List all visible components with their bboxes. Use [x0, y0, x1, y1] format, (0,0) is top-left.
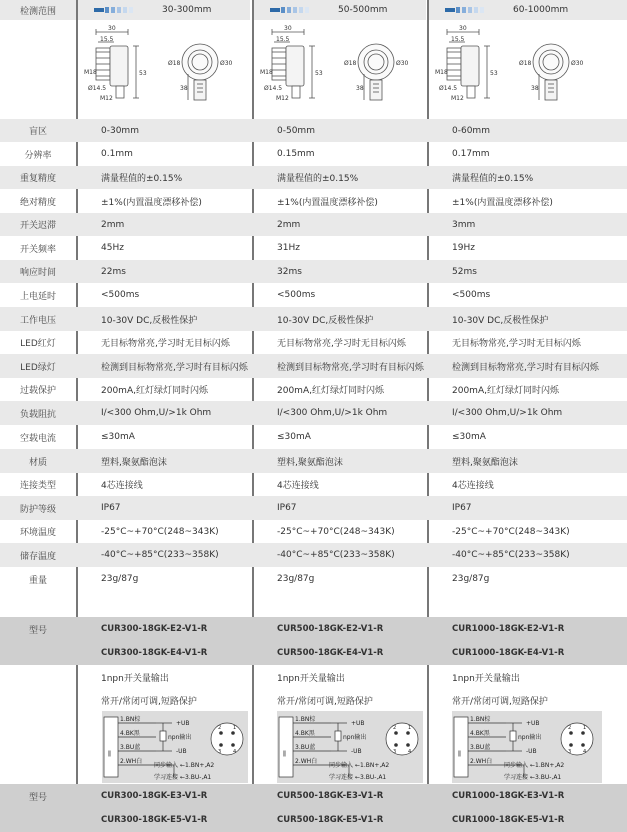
spec-value: -40°C~+85°C(233~358K) — [427, 543, 627, 567]
model-label — [0, 689, 76, 711]
dim-d18: Ø18 — [168, 60, 181, 67]
spec-row — [0, 354, 627, 378]
spec-value: 0-60mm — [427, 119, 627, 142]
model-value: CUR1000-18GK-E2-V1-R — [427, 617, 627, 641]
dim-30: 30 — [284, 25, 292, 32]
svg-text:npn输出: npn输出 — [168, 734, 192, 741]
spec-value: 塑料,聚氨酯泡沫 — [252, 449, 427, 473]
range-value: 50-500mm — [338, 5, 388, 15]
svg-text:+UB: +UB — [526, 720, 540, 727]
spec-label: 储存温度 — [0, 543, 76, 567]
dim-d14-5: Ø14.5 — [264, 85, 283, 92]
dimension-drawing — [429, 22, 599, 118]
wiring-diagram — [102, 711, 252, 783]
spec-value: I/<300 Ohm,U/>1k Ohm — [427, 401, 627, 425]
spec-value: ≤30mA — [101, 432, 135, 442]
model-value: 常开/常闭可调,短路保护 — [452, 696, 548, 707]
spec-value: 满量程值的±0.15% — [252, 166, 427, 189]
spec-value: 无目标物常亮,学习时无目标闪烁 — [101, 339, 230, 349]
svg-text:学习连接: 学习连接 — [329, 774, 354, 781]
svg-text:+UB: +UB — [351, 720, 365, 727]
model-value: CUR300-18GK-E3-V1-R — [76, 784, 252, 808]
spec-label: 环境温度 — [19, 528, 56, 538]
sensor-beam-icon — [94, 5, 144, 15]
spec-label: 上电延时 — [19, 291, 56, 302]
spec-value: 23g/87g — [277, 574, 315, 584]
spec-value: 45Hz — [101, 243, 124, 253]
spec-label: 防护等级 — [0, 496, 76, 520]
svg-text:4: 4 — [583, 749, 587, 755]
dim-d30: Ø30 — [571, 60, 584, 67]
spec-value: <500ms — [452, 290, 491, 300]
spec-row — [0, 283, 627, 307]
spec-value: 200mA,红灯绿灯同时闪烁 — [101, 386, 208, 396]
svg-text:2.WH白: 2.WH白 — [295, 758, 318, 765]
spec-label: 分辨率 — [24, 150, 52, 161]
spec-row — [0, 520, 627, 543]
spec-value: 检测到目标物常亮,学习时有目标闪烁 — [76, 354, 252, 378]
dim-53: 53 — [315, 70, 323, 77]
spec-value: 0-50mm — [252, 119, 427, 142]
dim-m18: M18 — [84, 69, 97, 76]
spec-row — [0, 213, 627, 236]
svg-text:3: 3 — [393, 749, 397, 755]
model-value: CUR1000-18GK-E4-V1-R — [427, 641, 627, 665]
spec-value: ±1%(内置温度漂移补偿) — [101, 197, 202, 208]
spec-value: -25°C~+70°C(248~343K) — [101, 526, 219, 537]
svg-text:同步输入: 同步输入 — [329, 762, 354, 769]
svg-text:1: 1 — [408, 725, 412, 731]
spec-label: 重量 — [28, 575, 47, 586]
svg-text:2: 2 — [393, 725, 397, 731]
wiring-diagram — [452, 711, 602, 783]
header-row — [0, 0, 627, 118]
spec-label: 开关频率 — [19, 244, 56, 255]
dim-d18: Ø18 — [519, 60, 532, 67]
spec-row — [0, 331, 627, 354]
svg-text:-UB: -UB — [351, 748, 362, 755]
dimension-drawing — [254, 22, 424, 118]
spec-value: 检测到目标物常亮,学习时有目标闪烁 — [252, 354, 427, 378]
model-label — [0, 641, 76, 665]
model-value: CUR300-18GK-E4-V1-R — [76, 641, 252, 665]
spec-value: 52ms — [427, 260, 627, 283]
spec-value: 0.15mm — [277, 149, 315, 159]
svg-text:←3.BU-,A1: ←3.BU-,A1 — [530, 774, 562, 781]
dim-m12: M12 — [100, 95, 113, 102]
spec-value: -40°C~+85°C(233~358K) — [252, 543, 427, 567]
dim-m18: M18 — [260, 69, 273, 76]
svg-text:同步输入: 同步输入 — [154, 762, 179, 769]
spec-row — [0, 119, 627, 142]
dim-15-5: 15.5 — [451, 36, 465, 43]
model-row — [0, 641, 627, 665]
spec-value: 2mm — [76, 213, 252, 236]
range-value: 30-300mm — [162, 5, 212, 15]
spec-value: IP67 — [252, 496, 427, 520]
spec-label: 盲区 — [0, 119, 76, 142]
model-label: 型号 — [0, 617, 76, 641]
svg-text:2.WH白: 2.WH白 — [470, 758, 493, 765]
spec-value: 22ms — [76, 260, 252, 283]
spec-row — [0, 425, 627, 449]
spec-value: ≤30mA — [452, 432, 486, 442]
spec-label: LED红灯 — [20, 339, 56, 349]
svg-text:3.BU蓝: 3.BU蓝 — [470, 744, 491, 751]
spec-value: <500ms — [277, 290, 316, 300]
model-row — [0, 808, 627, 832]
dim-38: 38 — [356, 85, 364, 92]
dim-15-5: 15.5 — [276, 36, 290, 43]
spec-value: 31Hz — [277, 243, 300, 253]
spec-row — [0, 307, 627, 331]
svg-text:+UB: +UB — [176, 720, 190, 727]
spec-value: 23g/87g — [452, 574, 490, 584]
spec-label: 材质 — [0, 449, 76, 473]
svg-text:npn输出: npn输出 — [343, 734, 367, 741]
spec-row — [0, 543, 627, 567]
svg-text:←1.BN+,A2: ←1.BN+,A2 — [530, 762, 565, 769]
model-value: CUR300-18GK-E5-V1-R — [76, 808, 252, 832]
svg-text:4.BK黑: 4.BK黑 — [470, 730, 490, 737]
model-value: 1npn开关量输出 — [101, 673, 169, 684]
model-label — [0, 665, 76, 689]
model-label — [0, 808, 76, 832]
spec-row — [0, 260, 627, 283]
dim-53: 53 — [139, 70, 147, 77]
spec-label: LED绿灯 — [0, 354, 76, 378]
svg-text:←1.BN+,A2: ←1.BN+,A2 — [355, 762, 390, 769]
spec-label: 过载保护 — [19, 386, 56, 396]
dim-d30: Ø30 — [220, 60, 233, 67]
svg-text:学习连接: 学习连接 — [504, 774, 529, 781]
dim-m12: M12 — [451, 95, 464, 102]
spec-value: ±1%(内置温度漂移补偿) — [452, 197, 553, 208]
spec-value: IP67 — [76, 496, 252, 520]
svg-text:2: 2 — [218, 725, 222, 731]
model-value: CUR500-18GK-E5-V1-R — [252, 808, 427, 832]
model-value: CUR300-18GK-E2-V1-R — [76, 617, 252, 641]
spec-label: 重复精度 — [0, 166, 76, 189]
spec-row — [0, 449, 627, 473]
spec-value: 10-30V DC,反极性保护 — [252, 307, 427, 331]
spec-row — [0, 236, 627, 260]
dim-15-5: 15.5 — [100, 36, 114, 43]
spec-value: 200mA,红灯绿灯同时闪烁 — [277, 386, 384, 396]
spec-row — [0, 166, 627, 189]
model-value: 常开/常闭可调,短路保护 — [101, 696, 197, 707]
spec-row — [0, 473, 627, 496]
spec-value: IP67 — [427, 496, 627, 520]
svg-text:1.BN棕: 1.BN棕 — [295, 716, 316, 723]
svg-text:npn输出: npn输出 — [518, 734, 542, 741]
svg-text:3.BU蓝: 3.BU蓝 — [295, 744, 316, 751]
spec-value: 10-30V DC,反极性保护 — [76, 307, 252, 331]
dim-38: 38 — [531, 85, 539, 92]
spec-value: 无目标物常亮,学习时无目标闪烁 — [277, 339, 406, 349]
spec-row — [0, 142, 627, 166]
spec-value: 0-30mm — [76, 119, 252, 142]
wiring-panel — [452, 711, 602, 783]
spec-value: 23g/87g — [101, 574, 139, 584]
model-row — [0, 784, 627, 808]
svg-text:2.WH白: 2.WH白 — [120, 758, 143, 765]
svg-text:←3.BU-,A1: ←3.BU-,A1 — [355, 774, 387, 781]
svg-text:4: 4 — [408, 749, 412, 755]
spec-value: 0.17mm — [452, 149, 490, 159]
spec-row — [0, 401, 627, 425]
dim-30: 30 — [108, 25, 116, 32]
spec-value: 0.1mm — [101, 149, 133, 159]
model-value: CUR500-18GK-E3-V1-R — [252, 784, 427, 808]
model-value: 1npn开关量输出 — [277, 673, 345, 684]
spec-value: 4芯连接线 — [277, 481, 319, 491]
svg-text:3: 3 — [568, 749, 572, 755]
spec-label: 负载阻抗 — [0, 401, 76, 425]
dim-m12: M12 — [276, 95, 289, 102]
svg-text:-UB: -UB — [176, 748, 187, 755]
model-row — [0, 617, 627, 641]
range-cell — [429, 0, 627, 20]
spec-label: 绝对精度 — [19, 197, 56, 208]
spec-value: <500ms — [101, 290, 140, 300]
model-value: 常开/常闭可调,短路保护 — [277, 696, 373, 707]
spec-value: -25°C~+70°C(248~343K) — [452, 526, 570, 537]
model-value: CUR1000-18GK-E5-V1-R — [427, 808, 627, 832]
spec-label: 开关迟滞 — [0, 213, 76, 236]
spec-label: 空载电流 — [19, 433, 56, 444]
spec-label: 连接类型 — [19, 481, 56, 491]
model-row — [0, 689, 627, 711]
svg-text:4.BK黑: 4.BK黑 — [295, 730, 315, 737]
spec-value: 4芯连接线 — [101, 481, 143, 491]
dim-53: 53 — [490, 70, 498, 77]
svg-text:1.BN棕: 1.BN棕 — [120, 716, 141, 723]
svg-text:1: 1 — [583, 725, 587, 731]
model-value: 1npn开关量输出 — [452, 673, 520, 684]
dimension-drawing — [78, 22, 248, 118]
spec-label: 响应时间 — [0, 260, 76, 283]
model-label: 型号 — [0, 784, 76, 808]
svg-text:1: 1 — [233, 725, 237, 731]
spec-value: 32ms — [252, 260, 427, 283]
spec-value: 检测到目标物常亮,学习时有目标闪烁 — [427, 354, 627, 378]
svg-text:ǁ: ǁ — [283, 750, 286, 757]
spec-value: 满量程值的±0.15% — [76, 166, 252, 189]
dim-d14-5: Ø14.5 — [88, 85, 107, 92]
model-value: CUR1000-18GK-E3-V1-R — [427, 784, 627, 808]
dim-30: 30 — [459, 25, 467, 32]
wiring-panel — [277, 711, 423, 783]
svg-text:ǁ: ǁ — [108, 750, 111, 757]
spec-value: ≤30mA — [277, 432, 311, 442]
spec-value: 10-30V DC,反极性保护 — [427, 307, 627, 331]
spec-value: 3mm — [427, 213, 627, 236]
sensor-beam-icon — [270, 5, 320, 15]
spec-value: 4芯连接线 — [452, 481, 494, 491]
spec-row — [0, 189, 627, 213]
spec-row — [0, 496, 627, 520]
svg-text:2: 2 — [568, 725, 572, 731]
wiring-panel — [102, 711, 248, 783]
wiring-diagram — [277, 711, 427, 783]
dim-38: 38 — [180, 85, 188, 92]
dim-d30: Ø30 — [396, 60, 409, 67]
spec-value: 无目标物常亮,学习时无目标闪烁 — [452, 339, 581, 349]
spec-value: I/<300 Ohm,U/>1k Ohm — [252, 401, 427, 425]
svg-text:同步输入: 同步输入 — [504, 762, 529, 769]
model-row — [0, 665, 627, 689]
spec-value: -40°C~+85°C(233~358K) — [76, 543, 252, 567]
svg-text:学习连接: 学习连接 — [154, 774, 179, 781]
svg-text:-UB: -UB — [526, 748, 537, 755]
range-value: 60-1000mm — [513, 5, 569, 15]
spec-value: 塑料,聚氨酯泡沫 — [76, 449, 252, 473]
model-value: CUR500-18GK-E4-V1-R — [252, 641, 427, 665]
spec-row — [0, 567, 627, 591]
svg-text:←1.BN+,A2: ←1.BN+,A2 — [180, 762, 215, 769]
spec-value: I/<300 Ohm,U/>1k Ohm — [76, 401, 252, 425]
svg-text:3: 3 — [218, 749, 222, 755]
spec-value: -25°C~+70°C(248~343K) — [277, 526, 395, 537]
svg-text:4: 4 — [233, 749, 237, 755]
spec-row — [0, 378, 627, 401]
spec-value: 塑料,聚氨酯泡沫 — [427, 449, 627, 473]
spec-value: 满量程值的±0.15% — [427, 166, 627, 189]
svg-text:3.BU蓝: 3.BU蓝 — [120, 744, 141, 751]
spec-value: 200mA,红灯绿灯同时闪烁 — [452, 386, 559, 396]
spec-value: ±1%(内置温度漂移补偿) — [277, 197, 378, 208]
range-label: 检测范围 — [0, 0, 76, 20]
sensor-beam-icon — [445, 5, 495, 15]
range-cell — [78, 0, 250, 20]
dim-m18: M18 — [435, 69, 448, 76]
spec-value: 2mm — [252, 213, 427, 236]
dim-d18: Ø18 — [344, 60, 357, 67]
dim-d14-5: Ø14.5 — [439, 85, 458, 92]
svg-text:ǁ: ǁ — [458, 750, 461, 757]
svg-text:1.BN棕: 1.BN棕 — [470, 716, 491, 723]
svg-text:←3.BU-,A1: ←3.BU-,A1 — [180, 774, 212, 781]
model-value: CUR500-18GK-E2-V1-R — [252, 617, 427, 641]
spec-label: 工作电压 — [0, 307, 76, 331]
range-cell — [254, 0, 426, 20]
svg-text:4.BK黑: 4.BK黑 — [120, 730, 140, 737]
spec-value: 19Hz — [452, 243, 475, 253]
